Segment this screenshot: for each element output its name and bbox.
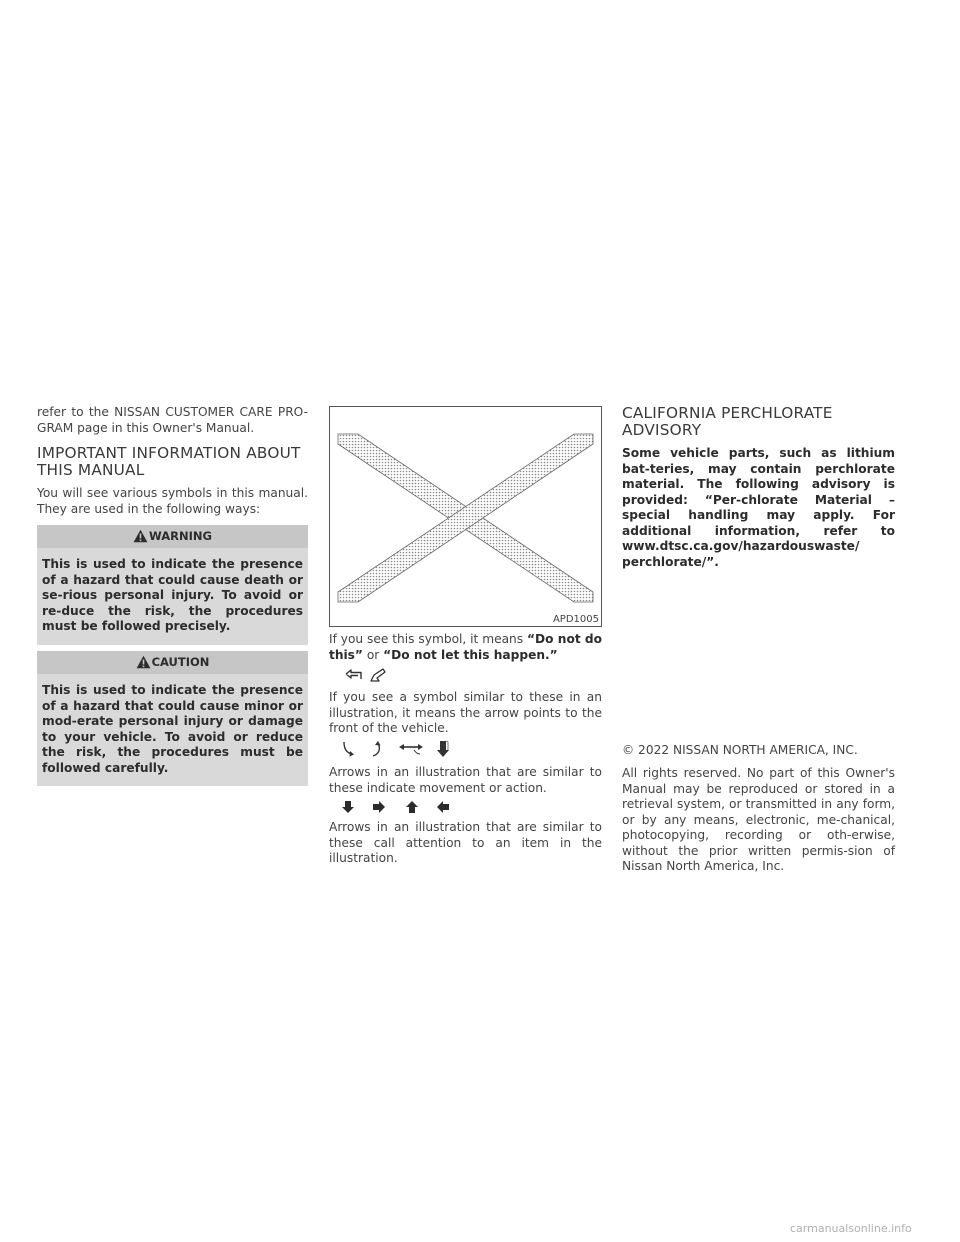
do-not-happen: “Do not let this happen.” — [383, 647, 558, 662]
section-title-perchlorate: CALIFORNIA PERCHLORATE ADVISORY — [622, 404, 833, 439]
warning-box — [37, 525, 308, 645]
caution-box — [37, 651, 308, 786]
x-cross-icon — [330, 407, 601, 626]
perchlorate-advisory-text: Some vehicle parts, such as lithium bat-teries, may contain perchlorate material. The following advisory is provided: “Per-chlorate Material – special handling may apply. For additional information, refer to www.dtsc.ca.gov/hazardouswaste/ perchlorate/”. — [622, 446, 895, 569]
warning-text: This is used to indicate the presence of a hazard that could cause death or se-rious personal injury. To avoid or re-duce the risk, the procedures must be followed precisely. — [42, 557, 303, 633]
curved-arrow-1-icon — [342, 740, 356, 758]
front-arrow-text: If you see a symbol similar to these in an illustration, it means the arrow points to the front of the vehicle. — [329, 690, 602, 735]
section-body-symbols: You will see various symbols in this manual. They are used in the following ways: — [37, 486, 308, 516]
warning-label: WARNING — [149, 529, 212, 543]
warning-triangle-icon — [133, 529, 148, 543]
section-title-important-info: IMPORTANT INFORMATION ABOUT THIS MANUAL — [37, 444, 301, 479]
watermark-text: carmanualsonline.info — [790, 1222, 912, 1235]
arrow-up-icon — [405, 800, 419, 814]
arrow-right-icon — [372, 800, 386, 814]
intro-text: refer to the NISSAN CUSTOMER CARE PRO-GRAM page in this Owner's Manual. — [37, 405, 308, 435]
caution-text: This is used to indicate the presence of a hazard that could cause minor or mod-erate personal injury or damage to your vehicle. To avoid or reduce the risk, the procedures must be followed carefully. — [42, 683, 303, 775]
caution-header — [37, 651, 308, 674]
arrow-left-icon — [436, 800, 450, 814]
attention-arrow-text: Arrows in an illustration that are similar to these call attention to an item in the illustration. — [329, 820, 602, 865]
do-not-prefix: If you see this symbol, it means — [329, 632, 528, 646]
front-arrow-outline-1-icon — [343, 668, 363, 682]
caution-body — [37, 674, 308, 786]
front-arrow-outline-2-icon — [369, 667, 389, 683]
curved-arrow-2-icon — [370, 740, 384, 758]
double-arrow-icon — [398, 742, 424, 756]
warning-body — [37, 548, 308, 645]
do-not-text — [329, 632, 602, 663]
warning-triangle-icon — [136, 655, 151, 669]
do-not-figure — [329, 406, 602, 627]
do-not-this: “Do not do this” — [329, 632, 602, 662]
arrow-down-icon — [341, 800, 355, 814]
figure-label: APD1005 — [552, 614, 599, 625]
copyright-text: © 2022 NISSAN NORTH AMERICA, INC. — [622, 743, 858, 757]
caution-label: CAUTION — [151, 655, 210, 669]
shaded-arrow-icon — [436, 740, 450, 758]
warning-header — [37, 525, 308, 548]
rights-text: All rights reserved. No part of this Owner's Manual may be reproduced or stored in a retrieval system, or transmitted in any form, or by any means, electronic, me-chanical, photocopying, recording or oth-erwise, without the prior written permis-sion of Nissan North America, Inc. — [622, 766, 895, 873]
movement-arrow-text: Arrows in an illustration that are similar to these indicate movement or action. — [329, 765, 602, 795]
do-not-or: or — [362, 647, 384, 662]
